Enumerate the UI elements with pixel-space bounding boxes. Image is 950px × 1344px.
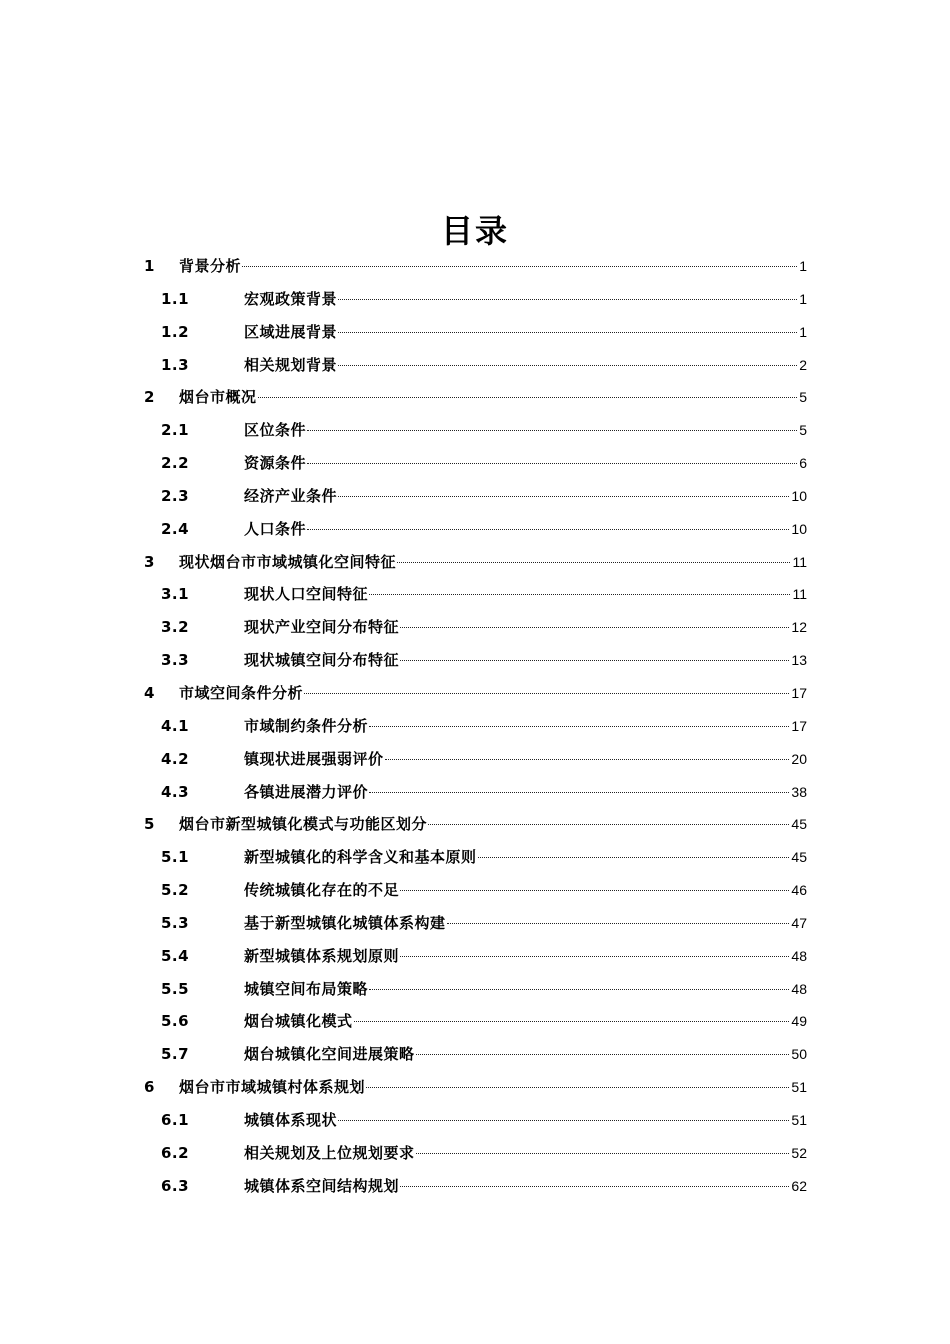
toc-dot-leader bbox=[307, 430, 797, 431]
toc-section-entry[interactable] bbox=[142, 283, 807, 316]
toc-entry-number: 3.1 bbox=[161, 585, 190, 604]
toc-entry-page-number: 12 bbox=[791, 619, 807, 636]
toc-entry-label: 烟台城镇化空间进展策略 bbox=[244, 1045, 415, 1064]
toc-entry-label: 现状烟台市市域城镇化空间特征 bbox=[179, 552, 397, 571]
toc-entry-page-number: 1 bbox=[799, 258, 807, 274]
toc-chapter-entry[interactable] bbox=[142, 546, 807, 579]
toc-entry-page-number: 49 bbox=[791, 1013, 807, 1030]
toc-entry-number: 6.3 bbox=[161, 1176, 190, 1195]
toc-entry-number: 2.2 bbox=[161, 454, 190, 473]
toc-section-entry[interactable] bbox=[142, 1104, 807, 1137]
toc-entry-label: 资源条件 bbox=[244, 454, 307, 473]
toc-dot-leader bbox=[428, 824, 789, 825]
toc-chapter-entry[interactable] bbox=[142, 250, 807, 283]
toc-section-entry[interactable] bbox=[142, 743, 807, 776]
toc-entry-label: 相关规划及上位规划要求 bbox=[244, 1143, 415, 1162]
toc-entry-page-number: 5 bbox=[799, 422, 807, 439]
toc-section-entry[interactable] bbox=[142, 480, 807, 513]
toc-section-entry[interactable] bbox=[142, 841, 807, 874]
toc-entry-number: 3 bbox=[144, 552, 155, 571]
toc-entry-page-number: 10 bbox=[791, 487, 807, 504]
toc-entry-label: 烟台市市域城镇村体系规划 bbox=[179, 1078, 366, 1097]
toc-entry-number: 6.1 bbox=[161, 1110, 190, 1129]
toc-entry-page-number: 50 bbox=[791, 1046, 807, 1063]
toc-entry-number: 2.4 bbox=[161, 519, 190, 538]
toc-entry-label: 烟台市概况 bbox=[179, 388, 257, 407]
toc-entry-number: 2 bbox=[144, 388, 155, 407]
toc-entry-label: 现状城镇空间分布特征 bbox=[244, 651, 400, 670]
toc-entry-page-number: 51 bbox=[791, 1079, 807, 1096]
toc-entry-page-number: 17 bbox=[791, 717, 807, 734]
toc-entry-label: 宏观政策背景 bbox=[244, 289, 338, 308]
toc-entry-page-number: 47 bbox=[791, 914, 807, 931]
toc-dot-leader bbox=[369, 792, 789, 793]
toc-chapter-entry[interactable] bbox=[142, 381, 807, 414]
toc-entry-label: 镇现状进展强弱评价 bbox=[244, 749, 384, 768]
toc-entry-number: 5.5 bbox=[161, 979, 190, 998]
toc-entry-label: 新型城镇体系规划原则 bbox=[244, 946, 400, 965]
toc-entry-page-number: 5 bbox=[799, 389, 807, 406]
toc-section-entry[interactable] bbox=[142, 611, 807, 644]
toc-section-entry[interactable] bbox=[142, 874, 807, 907]
toc-entry-label: 烟台市新型城镇化模式与功能区划分 bbox=[179, 815, 428, 834]
toc-dot-leader bbox=[338, 496, 789, 497]
toc-dot-leader bbox=[369, 989, 789, 990]
toc-section-entry[interactable] bbox=[142, 513, 807, 546]
toc-dot-leader bbox=[304, 693, 789, 694]
toc-entry-label: 区域进展背景 bbox=[244, 322, 338, 341]
toc-entry-label: 人口条件 bbox=[244, 519, 307, 538]
toc-entry-label: 传统城镇化存在的不足 bbox=[244, 881, 400, 900]
toc-chapter-entry[interactable] bbox=[142, 808, 807, 841]
toc-entry-number: 6 bbox=[144, 1078, 155, 1097]
toc-entry-page-number: 1 bbox=[799, 290, 807, 307]
toc-dot-leader bbox=[400, 890, 789, 891]
toc-dot-leader bbox=[447, 923, 790, 924]
toc-entry-number: 3.2 bbox=[161, 618, 190, 637]
toc-entry-label: 新型城镇化的科学含义和基本原则 bbox=[244, 848, 477, 867]
toc-entry-number: 4.3 bbox=[161, 782, 190, 801]
toc-entry-page-number: 2 bbox=[799, 356, 807, 373]
toc-entry-label: 市域制约条件分析 bbox=[244, 716, 369, 735]
toc-entry-page-number: 52 bbox=[791, 1144, 807, 1161]
toc-entry-number: 3.3 bbox=[161, 651, 190, 670]
toc-entry-number: 2.3 bbox=[161, 486, 190, 505]
toc-dot-leader bbox=[354, 1021, 790, 1022]
toc-entry-page-number: 51 bbox=[791, 1111, 807, 1128]
toc-entry-page-number: 48 bbox=[791, 980, 807, 997]
toc-entry-page-number: 11 bbox=[792, 586, 807, 603]
toc-dot-leader bbox=[338, 1120, 789, 1121]
toc-entry-label: 城镇空间布局策略 bbox=[244, 979, 369, 998]
toc-entry-page-number: 45 bbox=[791, 849, 807, 866]
toc-dot-leader bbox=[258, 397, 798, 398]
toc-section-entry[interactable] bbox=[142, 940, 807, 973]
toc-section-entry[interactable] bbox=[142, 349, 807, 382]
toc-entry-page-number: 20 bbox=[791, 750, 807, 767]
toc-entry-label: 经济产业条件 bbox=[244, 486, 338, 505]
toc-section-entry[interactable] bbox=[142, 578, 807, 611]
toc-title: 目录 bbox=[440, 212, 509, 250]
toc-dot-leader bbox=[307, 463, 797, 464]
toc-entry-label: 区位条件 bbox=[244, 421, 307, 440]
toc-section-entry[interactable] bbox=[142, 907, 807, 940]
toc-dot-leader bbox=[338, 299, 797, 300]
toc-entry-label: 市域空间条件分析 bbox=[179, 683, 304, 702]
toc-dot-leader bbox=[242, 266, 797, 267]
toc-dot-leader bbox=[385, 759, 790, 760]
toc-entry-number: 5.6 bbox=[161, 1012, 190, 1031]
toc-chapter-entry[interactable] bbox=[142, 1071, 807, 1104]
toc-entry-page-number: 46 bbox=[791, 882, 807, 899]
toc-section-entry[interactable] bbox=[142, 447, 807, 480]
toc-section-entry[interactable] bbox=[142, 1005, 807, 1038]
toc-entry-page-number: 45 bbox=[791, 816, 807, 833]
toc-chapter-entry[interactable] bbox=[142, 677, 807, 710]
toc-entry-label: 城镇体系空间结构规划 bbox=[244, 1176, 400, 1195]
toc-entry-number: 5.7 bbox=[161, 1045, 190, 1064]
toc-dot-leader bbox=[400, 956, 789, 957]
toc-entry-page-number: 48 bbox=[791, 947, 807, 964]
toc-section-entry[interactable] bbox=[142, 414, 807, 447]
toc-entry-page-number: 62 bbox=[791, 1177, 807, 1194]
toc-dot-leader bbox=[416, 1153, 790, 1154]
toc-entry-number: 5.2 bbox=[161, 881, 190, 900]
toc-section-entry[interactable] bbox=[142, 1170, 807, 1203]
toc-entry-number: 2.1 bbox=[161, 421, 190, 440]
toc-dot-leader bbox=[366, 1087, 789, 1088]
toc-entry-page-number: 1 bbox=[799, 323, 807, 340]
toc-entry-number: 6.2 bbox=[161, 1143, 190, 1162]
toc-entry-page-number: 6 bbox=[799, 455, 807, 472]
toc-section-entry[interactable] bbox=[142, 776, 807, 809]
toc-entry-number: 4 bbox=[144, 683, 155, 702]
toc-entry-label: 相关规划背景 bbox=[244, 355, 338, 374]
toc-entry-number: 5.1 bbox=[161, 848, 190, 867]
toc-entry-number: 5.4 bbox=[161, 946, 190, 965]
toc-dot-leader bbox=[338, 332, 797, 333]
toc-section-entry[interactable] bbox=[142, 710, 807, 743]
toc-dot-leader bbox=[400, 627, 789, 628]
toc-dot-leader bbox=[397, 562, 790, 563]
toc-entry-number: 1 bbox=[144, 257, 155, 275]
toc-dot-leader bbox=[369, 726, 789, 727]
toc-entry-label: 现状人口空间特征 bbox=[244, 585, 369, 604]
toc-list bbox=[142, 250, 807, 1202]
toc-entry-page-number: 13 bbox=[791, 652, 807, 669]
toc-entry-label: 各镇进展潜力评价 bbox=[244, 782, 369, 801]
toc-section-entry[interactable] bbox=[142, 973, 807, 1006]
toc-entry-number: 1.1 bbox=[161, 289, 190, 308]
toc-dot-leader bbox=[338, 365, 797, 366]
toc-section-entry[interactable] bbox=[142, 644, 807, 677]
toc-entry-label: 基于新型城镇化城镇体系构建 bbox=[244, 913, 446, 932]
toc-dot-leader bbox=[400, 1186, 789, 1187]
toc-entry-label: 烟台城镇化模式 bbox=[244, 1012, 353, 1031]
toc-entry-label: 现状产业空间分布特征 bbox=[244, 618, 400, 637]
toc-entry-number: 4.2 bbox=[161, 749, 190, 768]
toc-dot-leader bbox=[369, 594, 790, 595]
toc-entry-number: 1.2 bbox=[161, 322, 190, 341]
toc-entry-label: 城镇体系现状 bbox=[244, 1110, 338, 1129]
toc-entry-page-number: 17 bbox=[791, 684, 807, 701]
toc-section-entry[interactable] bbox=[142, 1137, 807, 1170]
toc-dot-leader bbox=[400, 660, 789, 661]
toc-entry-page-number: 10 bbox=[791, 520, 807, 537]
toc-entry-number: 1.3 bbox=[161, 355, 190, 374]
toc-dot-leader bbox=[307, 529, 789, 530]
toc-section-entry[interactable] bbox=[142, 1038, 807, 1071]
toc-entry-label: 背景分析 bbox=[179, 257, 242, 275]
toc-entry-page-number: 38 bbox=[791, 783, 807, 800]
toc-entry-number: 5 bbox=[144, 815, 155, 834]
toc-dot-leader bbox=[478, 857, 790, 858]
toc-section-entry[interactable] bbox=[142, 316, 807, 349]
toc-entry-number: 5.3 bbox=[161, 913, 190, 932]
toc-entry-page-number: 11 bbox=[792, 553, 807, 570]
toc-entry-number: 4.1 bbox=[161, 716, 190, 735]
toc-dot-leader bbox=[416, 1054, 790, 1055]
